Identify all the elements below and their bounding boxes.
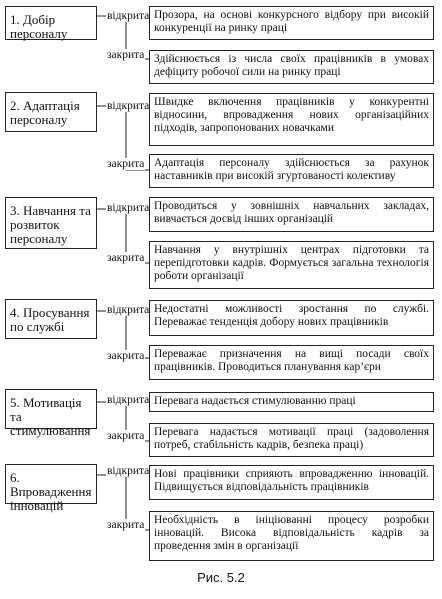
group-3-open-box (149, 197, 434, 232)
group-4-closed-text: Переважає призначення на вищі посади своїх працівників. Проводиться планування кар’єри (154, 348, 429, 373)
group-6-closed-box (149, 511, 434, 561)
group-3-title: 3. Навчання та розвиток персоналу (10, 203, 91, 246)
group-3-closed-label: закрита (107, 252, 145, 264)
group-1-closed-text: Здійснюється із числа своїх працівників в умовах дефіциту робочої сили на ринку праці (154, 53, 429, 78)
group-2-closed-text: Адаптація персоналу здійснюється за рахунок наставників при високій згуртованості колективу (154, 157, 429, 182)
group-5-open-box (149, 392, 434, 412)
group-5-title-box (5, 389, 97, 438)
group-2-title-box (5, 92, 97, 132)
group-2-open-box (149, 93, 434, 146)
group-5-title: 5. Мотивація та стимулювання (10, 395, 91, 438)
group-6-title: 6. Впровадження інновацій (10, 470, 92, 513)
group-3-closed-box (149, 241, 434, 289)
group-1-title-box (5, 6, 97, 40)
group-5-open-label: відкрита (107, 394, 150, 406)
group-1-open-text: Прозора, на основі конкурсного відбору при високій конкуренції на ринку праці (154, 9, 429, 34)
group-6-closed-label: закрита (107, 519, 145, 531)
group-5-closed-label: закрита (107, 430, 145, 442)
group-4-title-box (5, 299, 97, 339)
group-4-closed-label: закрита (107, 350, 145, 362)
group-4-open-text: Недостатні можливості зростання по службі. Переважає тенденція добору нових працівників (154, 303, 429, 328)
group-4-closed-box (149, 345, 434, 380)
group-5-open-text: Перевага надається стимулюванню праці (154, 395, 356, 407)
group-2-open-text: Швидке включення працівників у конкурентні відносини, впровадження нових організаційних підходів, запропонованих новачками (154, 96, 429, 134)
group-1-open-label: відкрита (107, 10, 150, 22)
group-1-open-box (149, 6, 434, 40)
group-3-open-label: відкрита (107, 202, 150, 214)
group-6-open-label: відкрита (107, 465, 150, 477)
group-3-title-box (5, 197, 97, 249)
group-5-closed-text: Перевага надається мотивації праці (задоволення потреб, стабільність кадрів, безпека праці) (154, 426, 429, 451)
group-1-closed-box (149, 50, 434, 84)
group-2-title: 2. Адаптація персоналу (10, 98, 80, 127)
group-4-open-label: відкрита (107, 304, 150, 316)
figure-caption: Рис. 5.2 (197, 570, 245, 585)
group-4-title: 4. Просування по службі (10, 305, 90, 334)
group-2-closed-label: закрита (107, 158, 145, 170)
group-6-open-box (149, 465, 434, 500)
group-6-closed-text: Необхідність в ініціюванні процесу розробки інновацій. Висока відповідальність кадрів за проведення змін в організації (154, 514, 429, 552)
group-3-closed-text: Навчання у внутрішніх центрах підготовки та перепідготовки кадрів. Формується загальна технологія роботи організації (154, 244, 429, 282)
group-6-title-box (5, 464, 97, 513)
group-1-closed-label: закрита (107, 49, 145, 61)
group-3-open-text: Проводиться у зовнішніх навчальних закладах, вивчається досвід інших організацій (154, 200, 429, 225)
group-6-open-text: Нові працівники сприяють впровадженню інновацій. Підвищується відповідальність працівників (154, 468, 429, 493)
group-2-open-label: відкрита (107, 100, 150, 112)
group-4-open-box (149, 300, 434, 336)
group-1-title: 1. Добір персоналу (10, 12, 68, 41)
group-2-closed-box (149, 154, 434, 188)
group-5-closed-box (149, 423, 434, 457)
